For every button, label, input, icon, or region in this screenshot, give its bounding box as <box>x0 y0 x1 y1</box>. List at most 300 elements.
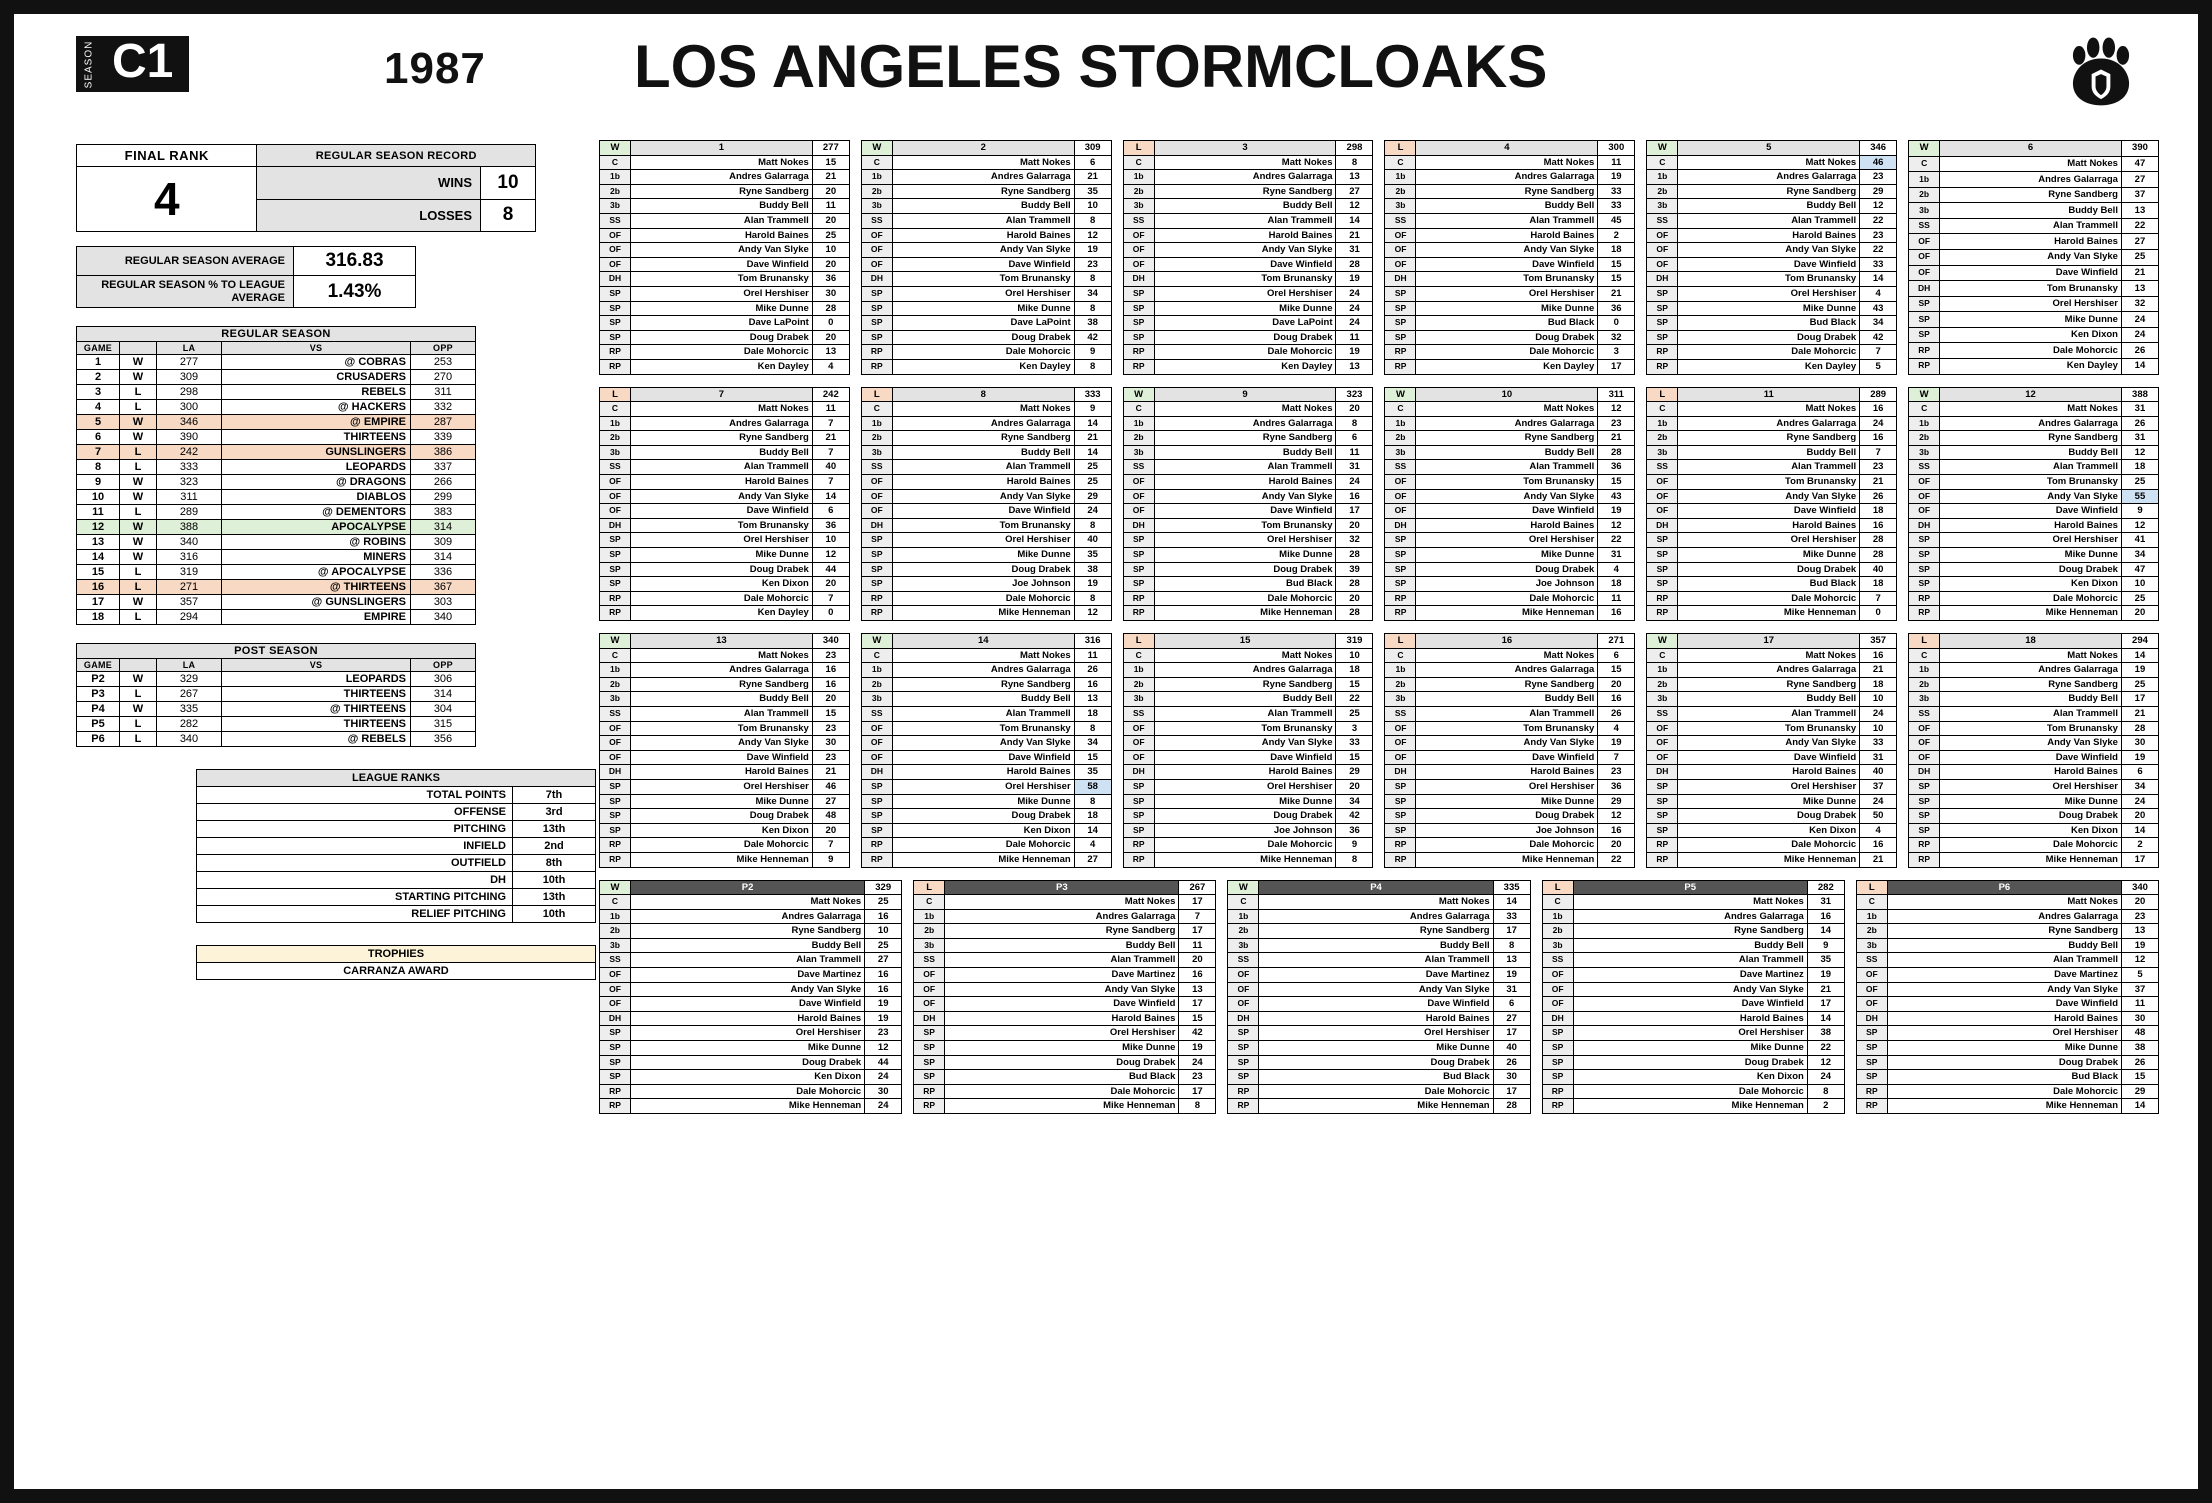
player-name: Doug Drabek <box>631 809 813 824</box>
box-score-card <box>599 387 850 622</box>
player-score: 14 <box>2122 1099 2159 1114</box>
game-result: L <box>120 385 157 400</box>
player-name: Orel Hershiser <box>945 1026 1179 1041</box>
player-position: OF <box>1228 997 1259 1012</box>
player-score: 14 <box>1074 445 1111 460</box>
player-position: SP <box>1647 316 1678 331</box>
table-row <box>1856 968 2158 983</box>
table-row <box>914 953 1216 968</box>
player-score: 33 <box>1860 257 1897 272</box>
game-number: P2 <box>77 672 120 687</box>
player-name: Dave Winfield <box>945 997 1179 1012</box>
table-row <box>1647 648 1897 663</box>
player-score: 21 <box>1860 852 1897 867</box>
player-score: 24 <box>1860 416 1897 431</box>
player-name: Matt Nokes <box>1154 155 1336 170</box>
player-position: OF <box>600 243 631 258</box>
player-score: 23 <box>1860 228 1897 243</box>
player-name: Mike Dunne <box>1573 1041 1807 1056</box>
player-position: SP <box>861 823 892 838</box>
player-score: 29 <box>1336 765 1373 780</box>
table-row <box>861 548 1111 563</box>
player-position: DH <box>1909 281 1940 297</box>
player-position: SP <box>1856 1026 1887 1041</box>
player-score: 26 <box>1493 1055 1530 1070</box>
game-number: P5 <box>1573 880 1807 895</box>
player-name: Harold Baines <box>892 765 1074 780</box>
player-name: Andy Van Slyke <box>1154 243 1336 258</box>
player-position: SS <box>1385 706 1416 721</box>
player-position: SS <box>1647 706 1678 721</box>
la-score: 340 <box>157 535 222 550</box>
player-score: 17 <box>1179 924 1216 939</box>
player-position: SS <box>600 213 631 228</box>
table-row <box>1123 243 1373 258</box>
player-score: 8 <box>1336 155 1373 170</box>
table-row <box>1909 809 2159 824</box>
table-row <box>1228 938 1530 953</box>
player-score: 23 <box>1179 1070 1216 1085</box>
rank-label: TOTAL POINTS <box>197 787 513 804</box>
table-row <box>1123 257 1373 272</box>
opponent-name: @ THIRTEENS <box>222 702 411 717</box>
player-score: 28 <box>1860 533 1897 548</box>
table-row <box>600 1099 902 1114</box>
player-position: DH <box>1385 272 1416 287</box>
player-position: SP <box>1647 794 1678 809</box>
player-position: SP <box>600 1070 631 1085</box>
player-name: Dave Winfield <box>1416 257 1598 272</box>
player-position: OF <box>1647 736 1678 751</box>
player-name: Alan Trammell <box>1678 213 1860 228</box>
game-result: W <box>600 141 631 156</box>
table-row <box>1123 692 1373 707</box>
player-score: 11 <box>1336 330 1373 345</box>
table-row <box>1909 218 2159 234</box>
la-score: 390 <box>157 430 222 445</box>
player-name: Alan Trammell <box>1154 706 1336 721</box>
player-score: 16 <box>1860 648 1897 663</box>
player-name: Andy Van Slyke <box>1416 736 1598 751</box>
table-row <box>1123 809 1373 824</box>
player-score: 9 <box>812 852 849 867</box>
player-position: OF <box>861 257 892 272</box>
player-score: 43 <box>1598 489 1635 504</box>
table-row <box>77 520 476 535</box>
player-score: 37 <box>1860 779 1897 794</box>
player-position: SS <box>1123 213 1154 228</box>
table-row <box>77 595 476 610</box>
table-row <box>1385 301 1635 316</box>
table-row <box>600 924 902 939</box>
player-position: 3b <box>861 445 892 460</box>
table-row <box>1647 257 1897 272</box>
player-score: 13 <box>1493 953 1530 968</box>
player-position: RP <box>1123 852 1154 867</box>
box-score-card <box>1908 633 2159 868</box>
player-position: RP <box>1123 606 1154 621</box>
player-position: OF <box>1385 736 1416 751</box>
player-position: RP <box>1228 1084 1259 1099</box>
player-score: 31 <box>2121 402 2158 417</box>
player-name: Buddy Bell <box>892 445 1074 460</box>
player-score: 23 <box>1598 416 1635 431</box>
player-name: Dave Winfield <box>1887 997 2121 1012</box>
table-row <box>600 721 850 736</box>
player-position: 3b <box>1909 203 1940 219</box>
table-row <box>1123 228 1373 243</box>
table-row <box>1909 234 2159 250</box>
player-name: Andres Galarraga <box>631 170 813 185</box>
table-row <box>914 1011 1216 1026</box>
table-row <box>861 677 1111 692</box>
player-name: Tom Brunansky <box>1940 721 2122 736</box>
player-position: SS <box>914 953 945 968</box>
table-row <box>1385 504 1635 519</box>
player-name: Buddy Bell <box>1416 445 1598 460</box>
player-position: RP <box>1909 606 1940 621</box>
box-score-card <box>1123 387 1374 622</box>
player-position: SP <box>600 1055 631 1070</box>
player-name: Andy Van Slyke <box>1887 982 2121 997</box>
table-row <box>1647 184 1897 199</box>
table-row <box>1385 518 1635 533</box>
player-score: 16 <box>1179 968 1216 983</box>
player-name: Andy Van Slyke <box>1940 736 2122 751</box>
player-position: SP <box>1909 809 1940 824</box>
player-name: Mike Henneman <box>631 852 813 867</box>
player-score: 28 <box>2121 721 2158 736</box>
player-name: Ken Dixon <box>1940 823 2122 838</box>
player-name: Ryne Sandberg <box>1940 431 2122 446</box>
table-row <box>1856 1055 2158 1070</box>
la-score: 335 <box>157 702 222 717</box>
player-score: 21 <box>812 170 849 185</box>
player-score: 18 <box>1074 809 1111 824</box>
table-row <box>1123 330 1373 345</box>
table-row <box>1123 852 1373 867</box>
player-name: Matt Nokes <box>1259 895 1493 910</box>
player-score: 4 <box>812 359 849 374</box>
regular-season-title: REGULAR SEASON <box>77 327 476 342</box>
table-row <box>77 717 476 732</box>
player-position: 2b <box>914 924 945 939</box>
player-name: Dale Mohorcic <box>631 1084 865 1099</box>
player-position: DH <box>1123 518 1154 533</box>
la-score: 277 <box>157 355 222 370</box>
player-name: Buddy Bell <box>1154 692 1336 707</box>
player-position: RP <box>1647 838 1678 853</box>
rank-label: OFFENSE <box>197 804 513 821</box>
player-name: Andres Galarraga <box>1678 170 1860 185</box>
player-score: 7 <box>1598 750 1635 765</box>
player-name: Orel Hershiser <box>631 1026 865 1041</box>
table-row <box>861 199 1111 214</box>
player-name: Buddy Bell <box>1154 199 1336 214</box>
table-row <box>861 663 1111 678</box>
player-position: 3b <box>1123 692 1154 707</box>
player-name: Ken Dixon <box>631 1070 865 1085</box>
game-number: 3 <box>1154 141 1336 156</box>
player-position: OF <box>914 997 945 1012</box>
player-position: C <box>600 402 631 417</box>
table-row <box>1123 750 1373 765</box>
table-row <box>861 316 1111 331</box>
table-row <box>1123 577 1373 592</box>
opponent-score: 311 <box>411 385 476 400</box>
player-position: SP <box>1909 794 1940 809</box>
player-position: 2b <box>1385 677 1416 692</box>
table-row <box>1123 736 1373 751</box>
player-position: C <box>1856 895 1887 910</box>
player-position: OF <box>861 228 892 243</box>
player-position: OF <box>1123 504 1154 519</box>
table-row <box>914 1099 1216 1114</box>
table-row <box>861 809 1111 824</box>
player-name: Andy Van Slyke <box>631 243 813 258</box>
player-name: Andy Van Slyke <box>1416 243 1598 258</box>
table-row <box>861 504 1111 519</box>
table-row <box>77 490 476 505</box>
player-score: 31 <box>1860 750 1897 765</box>
player-score: 8 <box>1074 518 1111 533</box>
player-score: 42 <box>1860 330 1897 345</box>
team-score: 357 <box>1860 634 1897 649</box>
player-score: 20 <box>1336 518 1373 533</box>
table-row <box>914 909 1216 924</box>
player-name: Bud Black <box>1416 316 1598 331</box>
player-position: C <box>861 155 892 170</box>
player-score: 42 <box>1179 1026 1216 1041</box>
player-position: OF <box>1647 475 1678 490</box>
box-score-card <box>1646 140 1897 375</box>
player-score: 45 <box>1598 213 1635 228</box>
player-name: Bud Black <box>1678 316 1860 331</box>
player-score: 9 <box>1074 402 1111 417</box>
player-name: Buddy Bell <box>631 938 865 953</box>
player-score: 28 <box>1860 548 1897 563</box>
player-name: Dale Mohorcic <box>1678 838 1860 853</box>
player-position: SP <box>1385 794 1416 809</box>
player-position: OF <box>600 736 631 751</box>
player-score: 27 <box>1336 184 1373 199</box>
table-row <box>1647 692 1897 707</box>
player-score: 21 <box>1598 286 1635 301</box>
player-name: Dale Mohorcic <box>631 838 813 853</box>
table-row <box>600 286 850 301</box>
player-name: Doug Drabek <box>1416 330 1598 345</box>
rank-value: 3rd <box>513 804 596 821</box>
league-ranks-title: LEAGUE RANKS <box>197 770 596 787</box>
player-position: RP <box>1542 1099 1573 1114</box>
player-name: Mike Henneman <box>1940 852 2122 867</box>
player-position: OF <box>914 968 945 983</box>
player-name: Matt Nokes <box>1940 156 2122 172</box>
player-score: 11 <box>1074 648 1111 663</box>
player-name: Mike Dunne <box>1940 548 2122 563</box>
player-position: OF <box>1647 257 1678 272</box>
player-name: Ken Dixon <box>1940 327 2122 343</box>
table-row <box>1647 809 1897 824</box>
player-name: Mike Dunne <box>1416 301 1598 316</box>
player-score: 32 <box>1598 330 1635 345</box>
player-position: 3b <box>1647 199 1678 214</box>
table-row <box>1909 265 2159 281</box>
player-score: 20 <box>1336 402 1373 417</box>
opponent-score: 386 <box>411 445 476 460</box>
table-row <box>1228 1026 1530 1041</box>
player-score: 9 <box>2121 504 2158 519</box>
player-score: 30 <box>2122 1011 2159 1026</box>
player-name: Orel Hershiser <box>1678 533 1860 548</box>
trophy-name: CARRANZA AWARD <box>197 963 596 980</box>
opponent-name: THIRTEENS <box>222 430 411 445</box>
player-position: 2b <box>1909 187 1940 203</box>
game-result: L <box>120 610 157 625</box>
season-badge <box>76 36 189 92</box>
game-number: 3 <box>77 385 120 400</box>
table-row <box>1385 257 1635 272</box>
table-row <box>1385 445 1635 460</box>
player-position: OF <box>861 736 892 751</box>
opponent-score: 314 <box>411 520 476 535</box>
player-name: Orel Hershiser <box>1416 286 1598 301</box>
player-position: OF <box>1647 243 1678 258</box>
table-row <box>1123 416 1373 431</box>
rank-label: PITCHING <box>197 821 513 838</box>
table-row <box>1647 155 1897 170</box>
player-score: 37 <box>2122 982 2159 997</box>
player-name: Doug Drabek <box>631 330 813 345</box>
player-position: DH <box>1856 1011 1887 1026</box>
table-row <box>1909 533 2159 548</box>
player-position: 1b <box>1909 663 1940 678</box>
table-row <box>1647 852 1897 867</box>
player-score: 42 <box>1336 809 1373 824</box>
game-number: 11 <box>77 505 120 520</box>
table-row <box>1909 489 2159 504</box>
player-position: 2b <box>1123 184 1154 199</box>
player-position: RP <box>1647 852 1678 867</box>
game-result: L <box>120 505 157 520</box>
table-row <box>861 648 1111 663</box>
table-row <box>1228 997 1530 1012</box>
player-score: 12 <box>865 1041 902 1056</box>
player-name: Orel Hershiser <box>631 779 813 794</box>
game-result: L <box>120 445 157 460</box>
table-row <box>600 982 902 997</box>
player-score: 35 <box>1074 184 1111 199</box>
player-name: Orel Hershiser <box>1678 286 1860 301</box>
player-position: C <box>1909 402 1940 417</box>
player-position: SP <box>1123 809 1154 824</box>
player-name: Dave Winfield <box>1416 750 1598 765</box>
table-row <box>1385 184 1635 199</box>
player-name: Alan Trammell <box>945 953 1179 968</box>
rank-label: INFIELD <box>197 838 513 855</box>
table-row <box>600 706 850 721</box>
player-name: Andres Galarraga <box>1573 909 1807 924</box>
table-row <box>1228 895 1530 910</box>
player-score: 16 <box>812 663 849 678</box>
table-row <box>1647 213 1897 228</box>
player-name: Andres Galarraga <box>631 416 813 431</box>
table-row <box>197 838 596 855</box>
player-position: OF <box>1123 228 1154 243</box>
player-name: Dave Winfield <box>1940 265 2122 281</box>
table-row <box>861 213 1111 228</box>
game-number: 16 <box>1416 634 1598 649</box>
table-row <box>1385 591 1635 606</box>
table-row <box>600 1084 902 1099</box>
table-row <box>1909 692 2159 707</box>
player-name: Andres Galarraga <box>631 663 813 678</box>
player-score: 8 <box>1807 1084 1844 1099</box>
player-score: 17 <box>1179 1084 1216 1099</box>
player-score: 40 <box>1074 533 1111 548</box>
player-position: SP <box>600 548 631 563</box>
player-name: Orel Hershiser <box>631 533 813 548</box>
player-score: 11 <box>812 402 849 417</box>
player-name: Andres Galarraga <box>1416 170 1598 185</box>
player-score: 4 <box>1860 286 1897 301</box>
player-name: Dave Winfield <box>1573 997 1807 1012</box>
table-row <box>600 838 850 853</box>
player-score: 0 <box>812 606 849 621</box>
player-position: SP <box>861 548 892 563</box>
table-row <box>1123 606 1373 621</box>
table-row <box>1647 533 1897 548</box>
table-row <box>1909 327 2159 343</box>
player-position: SP <box>600 301 631 316</box>
player-name: Ken Dixon <box>1573 1070 1807 1085</box>
table-row <box>861 489 1111 504</box>
player-name: Dale Mohorcic <box>1416 345 1598 360</box>
player-name: Joe Johnson <box>892 577 1074 592</box>
player-score: 24 <box>865 1099 902 1114</box>
game-result: W <box>1647 141 1678 156</box>
player-position: SP <box>1123 577 1154 592</box>
player-position: RP <box>1856 1084 1887 1099</box>
player-score: 18 <box>1860 504 1897 519</box>
table-row <box>1909 187 2159 203</box>
player-position: 3b <box>1647 445 1678 460</box>
player-name: Ryne Sandberg <box>1416 677 1598 692</box>
player-name: Dave Martinez <box>631 968 865 983</box>
table-row <box>197 889 596 906</box>
player-position: SS <box>1647 213 1678 228</box>
player-position: SP <box>1542 1070 1573 1085</box>
player-position: DH <box>1385 518 1416 533</box>
player-position: OF <box>1909 504 1940 519</box>
player-position: 3b <box>861 692 892 707</box>
table-row <box>1856 953 2158 968</box>
player-position: SP <box>1909 296 1940 312</box>
player-score: 12 <box>2121 445 2158 460</box>
player-score: 20 <box>812 213 849 228</box>
player-position: OF <box>1123 475 1154 490</box>
player-position: 1b <box>1647 416 1678 431</box>
player-name: Dave Winfield <box>1259 997 1493 1012</box>
player-name: Dave Winfield <box>892 257 1074 272</box>
player-name: Buddy Bell <box>631 692 813 707</box>
table-row <box>1385 475 1635 490</box>
player-score: 31 <box>1336 460 1373 475</box>
player-score: 19 <box>2121 663 2158 678</box>
table-row <box>600 213 850 228</box>
table-row <box>197 906 596 923</box>
player-position: OF <box>1228 968 1259 983</box>
